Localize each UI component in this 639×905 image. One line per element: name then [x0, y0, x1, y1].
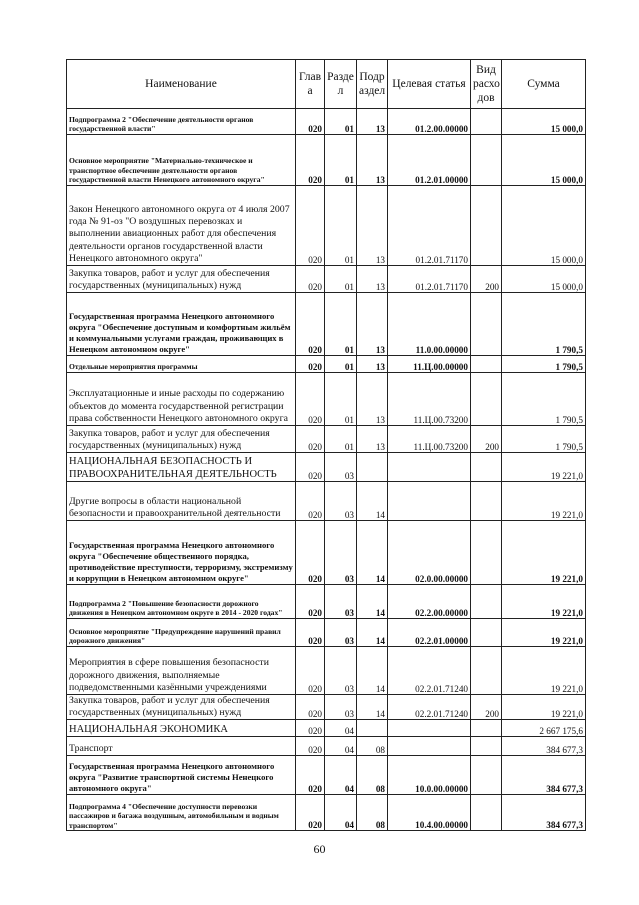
row-summa: 2 667 175,6	[502, 720, 586, 737]
table-row	[67, 737, 586, 756]
table-row	[67, 186, 586, 266]
row-target: 11.Ц.00.73200	[388, 373, 471, 426]
table-row	[67, 109, 586, 135]
row-summa: 19 221,0	[502, 521, 586, 585]
row-glava: 020	[296, 737, 325, 756]
table-row	[67, 482, 586, 521]
row-summa: 384 677,3	[502, 756, 586, 795]
row-podrazdel: 08	[357, 737, 388, 756]
row-summa: 384 677,3	[502, 737, 586, 756]
table-row	[67, 356, 586, 373]
row-podrazdel: 13	[357, 373, 388, 426]
budget-table	[66, 59, 586, 831]
row-target: 11.Ц.00.73200	[388, 426, 471, 453]
row-target: 11.0.00.00000	[388, 293, 471, 356]
row-glava: 020	[296, 186, 325, 266]
row-summa: 15 000,0	[502, 186, 586, 266]
row-vid	[471, 356, 502, 373]
row-name: Закон Ненецкого автономного округа от 4 июля 2007 года № 91-оз "О воздушных перевозках и выполнении авиационных работ для обеспечения деятельности органов государственной власти Ненецкого автономного округа"	[67, 186, 296, 266]
row-razdel: 01	[325, 186, 357, 266]
row-glava: 020	[296, 695, 325, 720]
row-vid	[471, 293, 502, 356]
row-podrazdel: 13	[357, 266, 388, 293]
row-podrazdel	[357, 720, 388, 737]
row-podrazdel: 13	[357, 426, 388, 453]
row-target: 01.2.00.00000	[388, 109, 471, 135]
row-name: Закупка товаров, работ и услуг для обеспечения государственных (муниципальных) нужд	[67, 695, 296, 720]
row-glava: 020	[296, 426, 325, 453]
row-razdel: 03	[325, 647, 357, 695]
row-target: 02.2.01.71240	[388, 695, 471, 720]
row-glava: 020	[296, 482, 325, 521]
row-target	[388, 737, 471, 756]
row-name: Закупка товаров, работ и услуг для обеспечения государственных (муниципальных) нужд	[67, 426, 296, 453]
row-summa: 19 221,0	[502, 585, 586, 619]
row-razdel: 01	[325, 356, 357, 373]
header-summa: Сумма	[502, 60, 586, 109]
row-vid	[471, 619, 502, 647]
row-name: Подпрограмма 4 "Обеспечение доступности перевозки пассажиров и багажа воздушным, автомобильным и водным транспортом"	[67, 795, 296, 831]
page-number: 60	[313, 842, 326, 856]
table-row	[67, 453, 586, 482]
row-podrazdel: 13	[357, 186, 388, 266]
row-glava: 020	[296, 373, 325, 426]
row-vid	[471, 720, 502, 737]
row-summa: 15 000,0	[502, 135, 586, 186]
row-summa: 19 221,0	[502, 619, 586, 647]
row-vid	[471, 756, 502, 795]
row-razdel: 01	[325, 373, 357, 426]
row-podrazdel: 14	[357, 482, 388, 521]
row-summa: 1 790,5	[502, 373, 586, 426]
row-summa: 19 221,0	[502, 647, 586, 695]
row-target	[388, 720, 471, 737]
row-glava: 020	[296, 720, 325, 737]
row-glava: 020	[296, 521, 325, 585]
row-vid	[471, 453, 502, 482]
row-razdel: 01	[325, 135, 357, 186]
row-vid	[471, 135, 502, 186]
table-row	[67, 795, 586, 831]
row-podrazdel: 13	[357, 135, 388, 186]
header-name: Наименование	[67, 60, 296, 109]
row-name: Основное мероприятие "Материально-техническое и транспортное обеспечение деятельности органов государственной власти Ненецкого автономного округа"	[67, 135, 296, 186]
row-target: 01.2.01.00000	[388, 135, 471, 186]
row-glava: 020	[296, 356, 325, 373]
row-glava: 020	[296, 453, 325, 482]
row-summa: 1 790,5	[502, 293, 586, 356]
row-razdel: 04	[325, 737, 357, 756]
row-vid	[471, 521, 502, 585]
table-row	[67, 695, 586, 720]
row-vid	[471, 647, 502, 695]
row-name: Эксплуатационные и иные расходы по содержанию объектов до момента государственной регистрации права собственности Ненецкого автономного округа	[67, 373, 296, 426]
row-razdel: 03	[325, 453, 357, 482]
row-name: Другие вопросы в области национальной безопасности и правоохранительной деятельности	[67, 482, 296, 521]
row-summa: 15 000,0	[502, 109, 586, 135]
row-summa: 1 790,5	[502, 356, 586, 373]
row-vid	[471, 186, 502, 266]
row-glava: 020	[296, 795, 325, 831]
row-name: Отдельные мероприятия программы	[67, 356, 296, 373]
row-razdel: 01	[325, 293, 357, 356]
table-row	[67, 756, 586, 795]
row-summa: 19 221,0	[502, 695, 586, 720]
table-row	[67, 266, 586, 293]
row-razdel: 01	[325, 266, 357, 293]
row-vid: 200	[471, 426, 502, 453]
header-target: Целевая статья	[388, 60, 471, 109]
row-name: Закупка товаров, работ и услуг для обеспечения государственных (муниципальных) нужд	[67, 266, 296, 293]
row-vid	[471, 482, 502, 521]
table-row	[67, 619, 586, 647]
header-glava: Глав а	[296, 60, 325, 109]
row-summa: 15 000,0	[502, 266, 586, 293]
row-razdel: 01	[325, 109, 357, 135]
row-name: Подпрограмма 2 "Обеспечение деятельности органов государственной власти"	[67, 109, 296, 135]
row-summa: 384 677,3	[502, 795, 586, 831]
table-row	[67, 293, 586, 356]
table-row	[67, 647, 586, 695]
header-razdel: Разде л	[325, 60, 357, 109]
row-razdel: 04	[325, 756, 357, 795]
row-podrazdel	[357, 453, 388, 482]
row-name: Государственная программа Ненецкого автономного округа "Обеспечение общественного порядка, противодействие преступности, терроризму, экстремизму и коррупции в Ненецком автономном округе"	[67, 521, 296, 585]
row-vid	[471, 585, 502, 619]
row-name: НАЦИОНАЛЬНАЯ БЕЗОПАСНОСТЬ И ПРАВООХРАНИТЕЛЬНАЯ ДЕЯТЕЛЬНОСТЬ	[67, 453, 296, 482]
row-podrazdel: 08	[357, 795, 388, 831]
row-glava: 020	[296, 756, 325, 795]
row-summa: 19 221,0	[502, 482, 586, 521]
row-razdel: 04	[325, 720, 357, 737]
header-vid: Вид расхо дов	[471, 60, 502, 109]
row-name: Государственная программа Ненецкого автономного округа "Обеспечение доступным и комфортным жильём и коммунальными услугами граждан, проживающих в Ненецком автономном округе"	[67, 293, 296, 356]
row-vid	[471, 373, 502, 426]
row-target: 02.0.00.00000	[388, 521, 471, 585]
row-vid	[471, 109, 502, 135]
row-target: 01.2.01.71170	[388, 266, 471, 293]
row-vid: 200	[471, 695, 502, 720]
row-razdel: 04	[325, 795, 357, 831]
row-razdel: 03	[325, 521, 357, 585]
row-podrazdel: 13	[357, 109, 388, 135]
table-row	[67, 720, 586, 737]
row-podrazdel: 13	[357, 356, 388, 373]
row-target: 01.2.01.71170	[388, 186, 471, 266]
row-glava: 020	[296, 293, 325, 356]
row-target	[388, 453, 471, 482]
row-razdel: 03	[325, 619, 357, 647]
row-target: 10.4.00.00000	[388, 795, 471, 831]
table-row	[67, 373, 586, 426]
row-name: Подпрограмма 2 "Повышение безопасности дорожного движения в Ненецком автономном округе в 2014 - 2020 годах"	[67, 585, 296, 619]
row-glava: 020	[296, 647, 325, 695]
row-summa: 19 221,0	[502, 453, 586, 482]
row-podrazdel: 14	[357, 647, 388, 695]
table-header-row	[67, 60, 586, 109]
header-podrazdel: Подр аздел	[357, 60, 388, 109]
row-vid	[471, 737, 502, 756]
row-podrazdel: 14	[357, 521, 388, 585]
row-target: 11.Ц.00.00000	[388, 356, 471, 373]
row-name: Государственная программа Ненецкого автономного округа "Развитие транспортной системы Ненецкого автономного округа"	[67, 756, 296, 795]
row-podrazdel: 14	[357, 585, 388, 619]
row-podrazdel: 13	[357, 293, 388, 356]
row-razdel: 03	[325, 695, 357, 720]
row-target: 02.2.00.00000	[388, 585, 471, 619]
table-row	[67, 585, 586, 619]
row-name: Транспорт	[67, 737, 296, 756]
row-target	[388, 482, 471, 521]
row-vid: 200	[471, 266, 502, 293]
row-glava: 020	[296, 135, 325, 186]
row-target: 10.0.00.00000	[388, 756, 471, 795]
row-target: 02.2.01.71240	[388, 647, 471, 695]
row-razdel: 01	[325, 426, 357, 453]
table-row	[67, 135, 586, 186]
row-name: НАЦИОНАЛЬНАЯ ЭКОНОМИКА	[67, 720, 296, 737]
row-glava: 020	[296, 109, 325, 135]
table-row	[67, 426, 586, 453]
row-vid	[471, 795, 502, 831]
row-name: Основное мероприятие "Предупреждение нарушений правил дорожного движения"	[67, 619, 296, 647]
row-summa: 1 790,5	[502, 426, 586, 453]
row-podrazdel: 08	[357, 756, 388, 795]
row-podrazdel: 14	[357, 695, 388, 720]
row-razdel: 03	[325, 482, 357, 521]
table-row	[67, 521, 586, 585]
row-target: 02.2.01.00000	[388, 619, 471, 647]
row-podrazdel: 14	[357, 619, 388, 647]
row-glava: 020	[296, 585, 325, 619]
row-glava: 020	[296, 266, 325, 293]
row-name: Мероприятия в сфере повышения безопасности дорожного движения, выполняемые подведомственными казёнными учреждениями	[67, 647, 296, 695]
row-glava: 020	[296, 619, 325, 647]
row-razdel: 03	[325, 585, 357, 619]
